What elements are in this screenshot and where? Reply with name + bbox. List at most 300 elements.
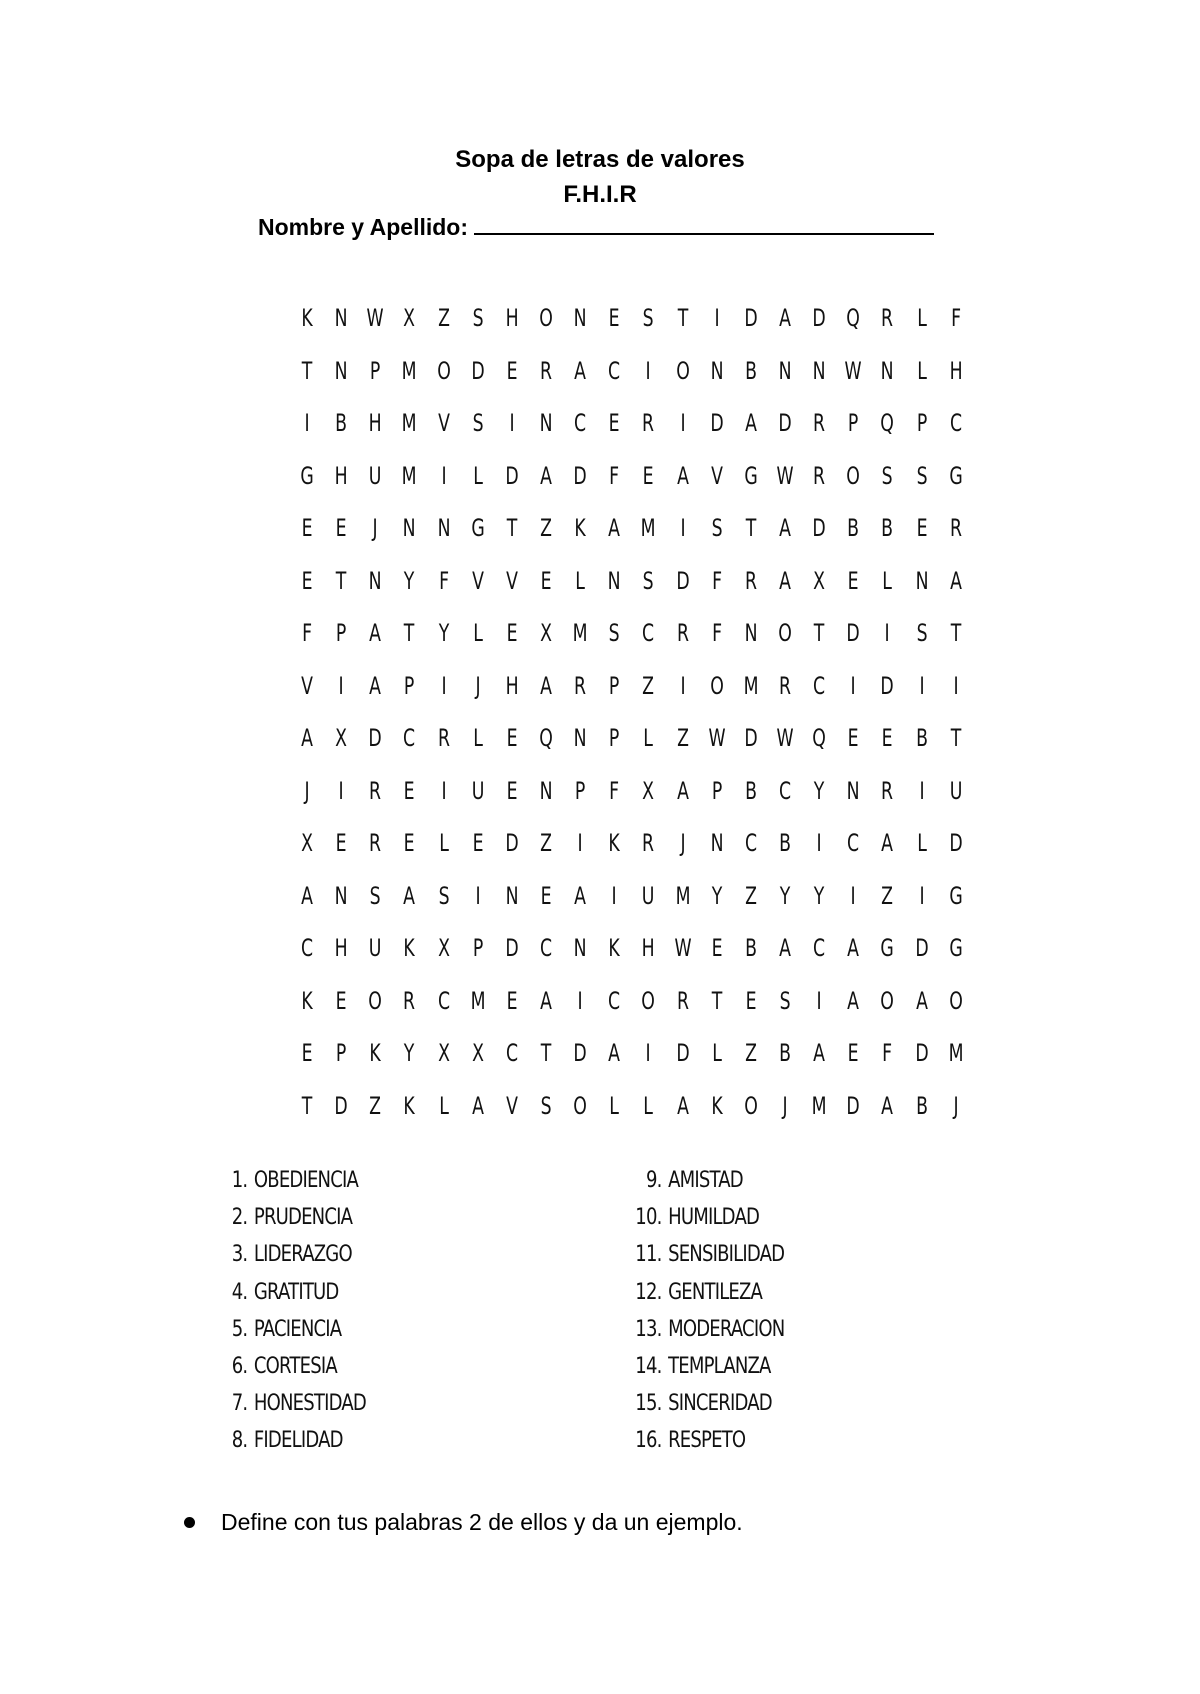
grid-letter[interactable]: Y — [711, 881, 723, 910]
grid-letter[interactable]: E — [847, 566, 859, 595]
grid-letter[interactable]: P — [609, 724, 620, 753]
grid-letter[interactable]: U — [949, 776, 963, 805]
grid-letter[interactable]: C — [642, 619, 655, 648]
grid-letter[interactable]: Y — [404, 566, 415, 595]
grid-letter[interactable]: N — [334, 356, 348, 385]
grid-letter[interactable]: D — [368, 724, 383, 753]
grid-letter[interactable]: M — [470, 986, 486, 1015]
grid-letter[interactable]: D — [710, 409, 724, 438]
grid-letter[interactable]: H — [641, 934, 655, 963]
grid-letter[interactable]: H — [505, 304, 519, 333]
grid-letter[interactable]: A — [540, 671, 552, 700]
grid-letter[interactable]: S — [540, 1091, 552, 1120]
grid-letter[interactable]: A — [881, 1091, 894, 1120]
grid-letter[interactable]: N — [710, 829, 724, 858]
grid-letter[interactable]: D — [505, 461, 519, 490]
grid-letter[interactable]: A — [847, 986, 860, 1015]
grid-letter[interactable]: B — [744, 776, 757, 805]
grid-letter[interactable]: F — [609, 776, 620, 805]
grid-letter[interactable]: K — [403, 934, 416, 963]
grid-letter[interactable]: I — [680, 409, 686, 438]
grid-letter[interactable]: C — [437, 986, 450, 1015]
grid-letter[interactable]: I — [680, 671, 686, 700]
grid-letter[interactable]: D — [812, 514, 826, 543]
grid-letter[interactable]: B — [779, 1039, 791, 1068]
grid-letter[interactable]: V — [710, 461, 723, 490]
grid-letter[interactable]: Q — [812, 724, 826, 753]
grid-letter[interactable]: A — [403, 881, 416, 910]
grid-letter[interactable]: I — [816, 986, 822, 1015]
grid-letter[interactable]: I — [645, 356, 652, 385]
grid-letter[interactable]: E — [540, 881, 552, 910]
grid-letter[interactable]: N — [880, 356, 894, 385]
grid-letter[interactable]: E — [847, 1039, 859, 1068]
grid-letter[interactable]: N — [437, 514, 451, 543]
grid-letter[interactable]: E — [335, 829, 347, 858]
grid-letter[interactable]: R — [676, 619, 689, 648]
grid-letter[interactable]: N — [539, 409, 553, 438]
grid-letter[interactable]: L — [472, 461, 483, 490]
grid-letter[interactable]: P — [848, 409, 859, 438]
grid-letter[interactable]: L — [882, 566, 893, 595]
grid-letter[interactable]: R — [949, 514, 962, 543]
grid-letter[interactable]: A — [676, 1091, 689, 1120]
grid-letter[interactable]: E — [540, 566, 552, 595]
grid-letter[interactable]: O — [744, 1091, 758, 1120]
grid-letter[interactable]: L — [916, 829, 927, 858]
grid-letter[interactable]: B — [779, 829, 791, 858]
grid-letter[interactable]: J — [372, 514, 378, 543]
grid-letter[interactable]: V — [506, 1091, 518, 1120]
grid-letter[interactable]: X — [335, 724, 348, 753]
grid-letter[interactable]: Z — [881, 881, 894, 910]
grid-letter[interactable]: T — [506, 514, 518, 543]
grid-letter[interactable]: M — [743, 671, 759, 700]
grid-letter[interactable]: E — [301, 514, 313, 543]
grid-letter[interactable]: Z — [676, 724, 689, 753]
grid-letter[interactable]: D — [846, 619, 860, 648]
grid-letter[interactable]: N — [334, 304, 348, 333]
grid-letter[interactable]: V — [506, 566, 518, 595]
grid-letter[interactable]: D — [471, 356, 485, 385]
grid-letter[interactable]: O — [539, 304, 553, 333]
grid-letter[interactable]: F — [950, 304, 961, 333]
grid-letter[interactable]: A — [881, 829, 894, 858]
grid-letter[interactable]: E — [335, 986, 347, 1015]
grid-letter[interactable]: N — [607, 566, 621, 595]
grid-letter[interactable]: U — [369, 461, 382, 490]
grid-letter[interactable]: A — [915, 986, 928, 1015]
grid-letter[interactable]: A — [369, 619, 382, 648]
grid-letter[interactable]: D — [812, 304, 826, 333]
grid-letter[interactable]: I — [304, 409, 310, 438]
grid-letter[interactable]: F — [438, 566, 449, 595]
grid-letter[interactable]: X — [813, 566, 826, 595]
grid-letter[interactable]: U — [369, 934, 382, 963]
grid-letter[interactable]: Y — [813, 881, 825, 910]
grid-letter[interactable]: F — [711, 566, 722, 595]
grid-letter[interactable]: N — [403, 514, 416, 543]
grid-letter[interactable]: D — [573, 461, 587, 490]
grid-letter[interactable]: M — [402, 461, 417, 490]
grid-letter[interactable]: Z — [369, 1091, 382, 1120]
grid-letter[interactable]: J — [782, 1091, 788, 1120]
grid-letter[interactable]: N — [915, 566, 929, 595]
grid-letter[interactable]: J — [475, 671, 481, 700]
grid-letter[interactable]: L — [609, 1091, 620, 1120]
grid-letter[interactable]: T — [813, 619, 825, 648]
grid-letter[interactable]: A — [301, 881, 313, 910]
grid-letter[interactable]: O — [675, 356, 690, 385]
grid-letter[interactable]: C — [505, 1039, 518, 1068]
grid-letter[interactable]: L — [643, 724, 654, 753]
grid-letter[interactable]: Z — [540, 829, 552, 858]
grid-letter[interactable]: L — [916, 356, 927, 385]
grid-letter[interactable]: I — [816, 829, 822, 858]
grid-letter[interactable]: S — [608, 619, 620, 648]
grid-letter[interactable]: W — [776, 461, 794, 490]
grid-letter[interactable]: G — [949, 934, 963, 963]
grid-letter[interactable]: I — [509, 409, 515, 438]
grid-letter[interactable]: P — [472, 934, 483, 963]
grid-letter[interactable]: D — [846, 1091, 860, 1120]
grid-letter[interactable]: B — [915, 724, 928, 753]
grid-letter[interactable]: N — [812, 356, 826, 385]
grid-letter[interactable]: I — [884, 619, 891, 648]
grid-letter[interactable]: P — [335, 619, 347, 648]
grid-letter[interactable]: B — [881, 514, 894, 543]
grid-letter[interactable]: K — [301, 986, 313, 1015]
grid-letter[interactable]: B — [744, 356, 757, 385]
grid-letter[interactable]: I — [577, 829, 583, 858]
grid-letter[interactable]: T — [745, 514, 757, 543]
grid-letter[interactable]: R — [642, 829, 655, 858]
grid-letter[interactable]: R — [881, 776, 894, 805]
grid-letter[interactable]: M — [675, 881, 691, 910]
grid-letter[interactable]: X — [471, 1039, 484, 1068]
grid-letter[interactable]: E — [881, 724, 893, 753]
grid-letter[interactable]: C — [813, 934, 826, 963]
grid-letter[interactable]: I — [714, 304, 720, 333]
grid-letter[interactable]: K — [301, 304, 313, 333]
grid-letter[interactable]: S — [916, 461, 928, 490]
grid-letter[interactable]: X — [301, 829, 313, 858]
grid-letter[interactable]: X — [437, 1039, 450, 1068]
grid-letter[interactable]: I — [919, 671, 925, 700]
grid-letter[interactable]: O — [778, 619, 792, 648]
grid-letter[interactable]: M — [948, 1039, 964, 1068]
grid-letter[interactable]: I — [953, 671, 959, 700]
grid-letter[interactable]: P — [335, 1039, 347, 1068]
grid-letter[interactable]: R — [744, 566, 757, 595]
grid-letter[interactable]: D — [880, 671, 895, 700]
grid-letter[interactable]: O — [436, 356, 451, 385]
grid-letter[interactable]: O — [641, 986, 656, 1015]
grid-letter[interactable]: A — [779, 934, 791, 963]
grid-letter[interactable]: H — [949, 356, 963, 385]
grid-letter[interactable]: E — [301, 1039, 313, 1068]
grid-letter[interactable]: S — [779, 986, 791, 1015]
grid-letter[interactable]: R — [574, 671, 587, 700]
grid-letter[interactable]: N — [846, 776, 860, 805]
grid-letter[interactable]: A — [676, 776, 689, 805]
grid-letter[interactable]: N — [710, 356, 724, 385]
grid-letter[interactable]: L — [472, 724, 483, 753]
grid-letter[interactable]: E — [916, 514, 928, 543]
grid-letter[interactable]: N — [778, 356, 792, 385]
grid-letter[interactable]: A — [676, 461, 689, 490]
grid-letter[interactable]: T — [540, 1039, 552, 1068]
grid-letter[interactable]: C — [744, 829, 757, 858]
grid-letter[interactable]: X — [642, 776, 655, 805]
grid-letter[interactable]: D — [744, 304, 758, 333]
grid-letter[interactable]: I — [577, 986, 583, 1015]
grid-letter[interactable]: B — [335, 409, 348, 438]
grid-letter[interactable]: K — [574, 514, 586, 543]
grid-letter[interactable]: O — [573, 1091, 587, 1120]
grid-letter[interactable]: K — [608, 934, 621, 963]
grid-letter[interactable]: D — [914, 934, 929, 963]
grid-letter[interactable]: D — [573, 1039, 587, 1068]
grid-letter[interactable]: E — [506, 986, 518, 1015]
grid-letter[interactable]: C — [949, 409, 962, 438]
grid-letter[interactable]: R — [642, 409, 655, 438]
grid-letter[interactable]: A — [779, 514, 791, 543]
grid-letter[interactable]: B — [915, 1091, 928, 1120]
grid-letter[interactable]: R — [369, 829, 382, 858]
grid-letter[interactable]: S — [881, 461, 893, 490]
grid-letter[interactable]: Y — [779, 881, 791, 910]
grid-letter[interactable]: E — [472, 829, 484, 858]
grid-letter[interactable]: Y — [404, 1039, 415, 1068]
grid-letter[interactable]: I — [611, 881, 617, 910]
grid-letter[interactable]: O — [709, 671, 724, 700]
grid-letter[interactable]: E — [847, 724, 859, 753]
grid-letter[interactable]: T — [335, 566, 347, 595]
grid-letter[interactable]: K — [369, 1039, 382, 1068]
grid-letter[interactable]: Q — [880, 409, 895, 438]
grid-letter[interactable]: D — [949, 829, 963, 858]
grid-letter[interactable]: W — [776, 724, 794, 753]
grid-letter[interactable]: T — [301, 356, 313, 385]
grid-letter[interactable]: S — [438, 881, 450, 910]
grid-letter[interactable]: Z — [744, 1039, 757, 1068]
grid-letter[interactable]: L — [472, 619, 483, 648]
grid-letter[interactable]: V — [437, 409, 450, 438]
grid-letter[interactable]: S — [472, 409, 484, 438]
grid-letter[interactable]: G — [300, 461, 314, 490]
grid-letter[interactable]: Y — [813, 776, 825, 805]
grid-letter[interactable]: S — [369, 881, 381, 910]
grid-letter[interactable]: U — [642, 881, 655, 910]
grid-letter[interactable]: R — [813, 461, 826, 490]
grid-letter[interactable]: C — [608, 356, 621, 385]
grid-letter[interactable]: H — [505, 671, 519, 700]
grid-letter[interactable]: V — [471, 566, 484, 595]
grid-letter[interactable]: I — [680, 514, 686, 543]
grid-letter[interactable]: J — [680, 829, 686, 858]
grid-letter[interactable]: O — [948, 986, 963, 1015]
grid-letter[interactable]: E — [506, 619, 518, 648]
grid-letter[interactable]: A — [540, 461, 552, 490]
grid-letter[interactable]: D — [744, 724, 758, 753]
grid-letter[interactable]: A — [608, 1039, 621, 1068]
grid-letter[interactable]: Q — [539, 724, 553, 753]
grid-letter[interactable]: O — [880, 986, 895, 1015]
grid-letter[interactable]: A — [540, 986, 552, 1015]
grid-letter[interactable]: P — [404, 671, 415, 700]
grid-letter[interactable]: S — [916, 619, 928, 648]
grid-letter[interactable]: F — [882, 1039, 893, 1068]
grid-letter[interactable]: S — [642, 566, 654, 595]
grid-letter[interactable]: J — [953, 1091, 959, 1120]
grid-letter[interactable]: N — [573, 724, 587, 753]
grid-letter[interactable]: M — [811, 1091, 827, 1120]
grid-letter[interactable]: E — [643, 461, 654, 490]
grid-letter[interactable]: R — [369, 776, 382, 805]
grid-letter[interactable]: C — [574, 409, 587, 438]
grid-letter[interactable]: D — [505, 934, 519, 963]
grid-letter[interactable]: K — [608, 829, 621, 858]
grid-letter[interactable]: M — [402, 356, 417, 385]
grid-letter[interactable]: E — [506, 356, 518, 385]
grid-letter[interactable]: L — [916, 304, 927, 333]
grid-letter[interactable]: D — [914, 1039, 929, 1068]
grid-letter[interactable]: T — [950, 619, 962, 648]
grid-letter[interactable]: X — [540, 619, 552, 648]
grid-letter[interactable]: A — [574, 356, 587, 385]
grid-letter[interactable]: E — [301, 566, 313, 595]
grid-letter[interactable]: P — [711, 776, 722, 805]
grid-letter[interactable]: H — [334, 461, 348, 490]
grid-letter[interactable]: K — [711, 1091, 723, 1120]
grid-letter[interactable]: X — [437, 934, 450, 963]
grid-letter[interactable]: E — [335, 514, 347, 543]
grid-letter[interactable]: P — [574, 776, 586, 805]
grid-letter[interactable]: E — [711, 934, 723, 963]
grid-letter[interactable]: A — [779, 304, 791, 333]
grid-letter[interactable]: P — [916, 409, 927, 438]
grid-letter[interactable]: T — [711, 986, 723, 1015]
grid-letter[interactable]: E — [404, 829, 415, 858]
grid-letter[interactable]: M — [402, 409, 417, 438]
grid-letter[interactable]: R — [881, 304, 894, 333]
grid-letter[interactable]: I — [441, 461, 447, 490]
grid-letter[interactable]: G — [880, 934, 895, 963]
grid-letter[interactable]: I — [919, 776, 925, 805]
grid-letter[interactable]: A — [813, 1039, 826, 1068]
grid-letter[interactable]: C — [403, 724, 416, 753]
grid-letter[interactable]: I — [441, 671, 447, 700]
grid-letter[interactable]: I — [441, 776, 447, 805]
grid-letter[interactable]: D — [334, 1091, 348, 1120]
grid-letter[interactable]: E — [404, 776, 415, 805]
grid-letter[interactable]: S — [711, 514, 723, 543]
grid-letter[interactable]: L — [438, 1091, 449, 1120]
name-blank-line[interactable] — [474, 215, 934, 235]
grid-letter[interactable]: D — [778, 409, 792, 438]
grid-letter[interactable]: A — [847, 934, 860, 963]
grid-letter[interactable]: Z — [540, 514, 552, 543]
grid-letter[interactable]: N — [573, 934, 587, 963]
grid-letter[interactable]: N — [539, 776, 553, 805]
grid-letter[interactable]: P — [370, 356, 381, 385]
grid-letter[interactable]: Q — [846, 304, 861, 333]
grid-letter[interactable]: W — [366, 304, 384, 333]
grid-letter[interactable]: X — [403, 304, 416, 333]
grid-letter[interactable]: W — [674, 934, 692, 963]
grid-letter[interactable]: R — [540, 356, 553, 385]
grid-letter[interactable]: G — [471, 514, 485, 543]
grid-letter[interactable]: V — [301, 671, 313, 700]
grid-letter[interactable]: I — [338, 776, 344, 805]
grid-letter[interactable]: M — [572, 619, 588, 648]
grid-letter[interactable]: F — [609, 461, 620, 490]
grid-letter[interactable]: N — [334, 881, 348, 910]
grid-letter[interactable]: H — [334, 934, 348, 963]
grid-letter[interactable]: G — [949, 881, 963, 910]
grid-letter[interactable]: I — [919, 881, 925, 910]
grid-letter[interactable]: J — [304, 776, 310, 805]
grid-letter[interactable]: A — [608, 514, 621, 543]
grid-letter[interactable]: A — [369, 671, 382, 700]
grid-letter[interactable]: W — [708, 724, 726, 753]
grid-letter[interactable]: I — [338, 671, 344, 700]
grid-letter[interactable]: Z — [744, 881, 757, 910]
grid-letter[interactable]: C — [608, 986, 621, 1015]
grid-letter[interactable]: D — [505, 829, 519, 858]
grid-letter[interactable]: R — [403, 986, 416, 1015]
grid-letter[interactable]: T — [677, 304, 688, 333]
grid-letter[interactable]: B — [744, 934, 757, 963]
grid-letter[interactable]: E — [506, 776, 518, 805]
grid-letter[interactable]: I — [850, 881, 856, 910]
grid-letter[interactable]: F — [711, 619, 722, 648]
grid-letter[interactable]: A — [301, 724, 313, 753]
grid-letter[interactable]: R — [813, 409, 826, 438]
grid-letter[interactable]: E — [608, 304, 620, 333]
grid-letter[interactable]: T — [301, 1091, 313, 1120]
grid-letter[interactable]: K — [403, 1091, 416, 1120]
grid-letter[interactable]: G — [949, 461, 963, 490]
grid-letter[interactable]: Z — [437, 304, 450, 333]
grid-letter[interactable]: E — [506, 724, 518, 753]
grid-letter[interactable]: L — [711, 1039, 722, 1068]
grid-letter[interactable]: C — [779, 776, 792, 805]
grid-letter[interactable]: P — [609, 671, 620, 700]
grid-letter[interactable]: Z — [642, 671, 655, 700]
grid-letter[interactable]: U — [471, 776, 485, 805]
grid-letter[interactable]: R — [437, 724, 450, 753]
grid-letter[interactable]: S — [642, 304, 654, 333]
grid-letter[interactable]: E — [745, 986, 757, 1015]
grid-letter[interactable]: L — [575, 566, 586, 595]
grid-letter[interactable]: L — [438, 829, 449, 858]
grid-letter[interactable]: A — [471, 1091, 484, 1120]
grid-letter[interactable]: C — [847, 829, 860, 858]
grid-letter[interactable]: I — [475, 881, 481, 910]
grid-letter[interactable]: N — [368, 566, 382, 595]
grid-letter[interactable]: L — [643, 1091, 654, 1120]
grid-letter[interactable]: N — [505, 881, 519, 910]
grid-letter[interactable]: N — [573, 304, 587, 333]
grid-letter[interactable]: S — [472, 304, 484, 333]
grid-letter[interactable]: D — [675, 1039, 690, 1068]
grid-letter[interactable]: A — [744, 409, 757, 438]
grid-letter[interactable]: R — [676, 986, 689, 1015]
grid-letter[interactable]: I — [850, 671, 856, 700]
grid-letter[interactable]: A — [949, 566, 962, 595]
